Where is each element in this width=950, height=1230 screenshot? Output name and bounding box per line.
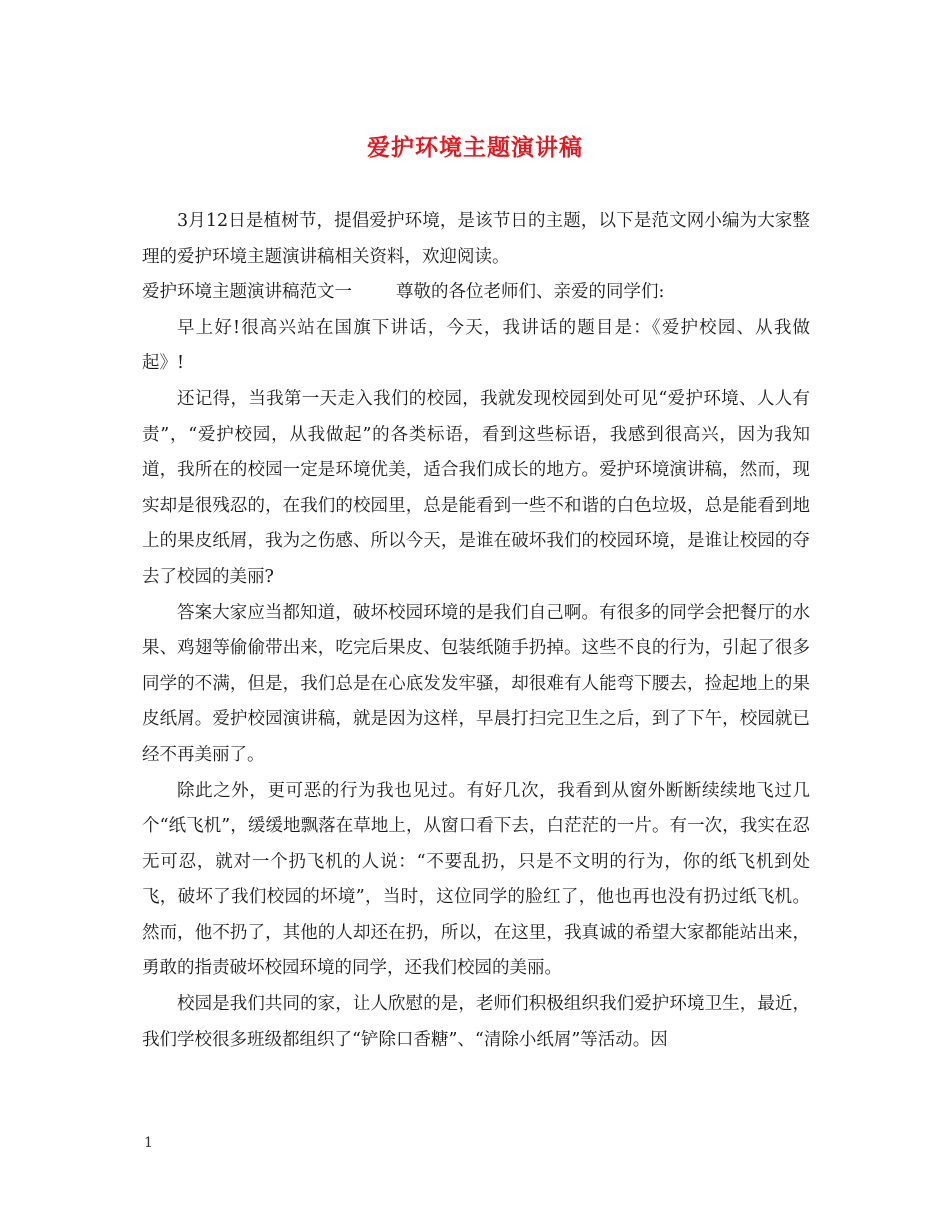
sample-heading-line — [142, 275, 810, 311]
body-paragraph: 答案大家应当都知道，破坏校园环境的是我们自己啊。有很多的同学会把餐厅的水果、鸡翅等偷偷带出来，吃完后果皮、包装纸随手扔掉。这些不良的行为，引起了很多同学的不满，但是，我们总是在心底发发牢骚，却很难有人能弯下腰去，捡起地上的果皮纸屑。爱护校园演讲稿，就是因为这样，早晨打扫完卫生之后，到了下午，校园就已经不再美丽了。 — [142, 602, 810, 765]
intro-paragraph: 3月12日是植树节，提倡爱护环境，是该节日的主题，以下是范文网小编为大家整理的爱护环境主题演讲稿相关资料，欢迎阅读。 — [142, 211, 810, 267]
page-number: 1 — [144, 1135, 153, 1151]
body-paragraph: 除此之外，更可恶的行为我也见过。有好几次，我看到从窗外断断续续地飞过几个“纸飞机”，缓缓地飘落在草地上，从窗口看下去，白茫茫的一片。有一次，我实在忍无可忍，就对一个扔飞机的人说：“不要乱扔，只是不文明的行为，你的纸飞机到处飞，破坏了我们校园的坏境”，当时，这位同学的脸红了，他也再也没有扔过纸飞机。然而，他不扔了，其他的人却还在扔，所以，在这里，我真诚的希望大家都能站出来，勇敢的指责破坏校园环境的同学，还我们校园的美丽。 — [142, 780, 810, 979]
salutation: 尊敬的各位老师们、亲爱的同学们: — [396, 282, 665, 303]
body-paragraph: 校园是我们共同的家，让人欣慰的是，老师们积极组织我们爱护环境卫生，最近，我们学校很多班级都组织了“铲除口香糖”、“清除小纸屑”等活动。因 — [142, 994, 810, 1050]
body-paragraph: 还记得，当我第一天走入我们的校园，我就发现校园到处可见“爱护环境、人人有责”，“爱护校园，从我做起”的各类标语，看到这些标语，我感到很高兴，因为我知道，我所在的校园一定是环境优美，适合我们成长的地方。爱护环境演讲稿，然而，现实却是很残忍的，在我们的校园里，总是能看到一些不和谐的白色垃圾，总是能看到地上的果皮纸屑，我为之伤感、所以今天，是谁在破坏我们的校园环境，是谁让校园的夺去了校园的美丽? — [142, 388, 810, 587]
body-paragraph: 早上好!很高兴站在国旗下讲话，今天，我讲话的题目是：《爱护校园、从我做起》! — [142, 317, 810, 374]
sample-heading: 爱护环境主题演讲稿范文一 — [142, 282, 352, 303]
document-body — [142, 204, 810, 1058]
document-title: 爱护环境主题演讲稿 — [367, 134, 583, 161]
